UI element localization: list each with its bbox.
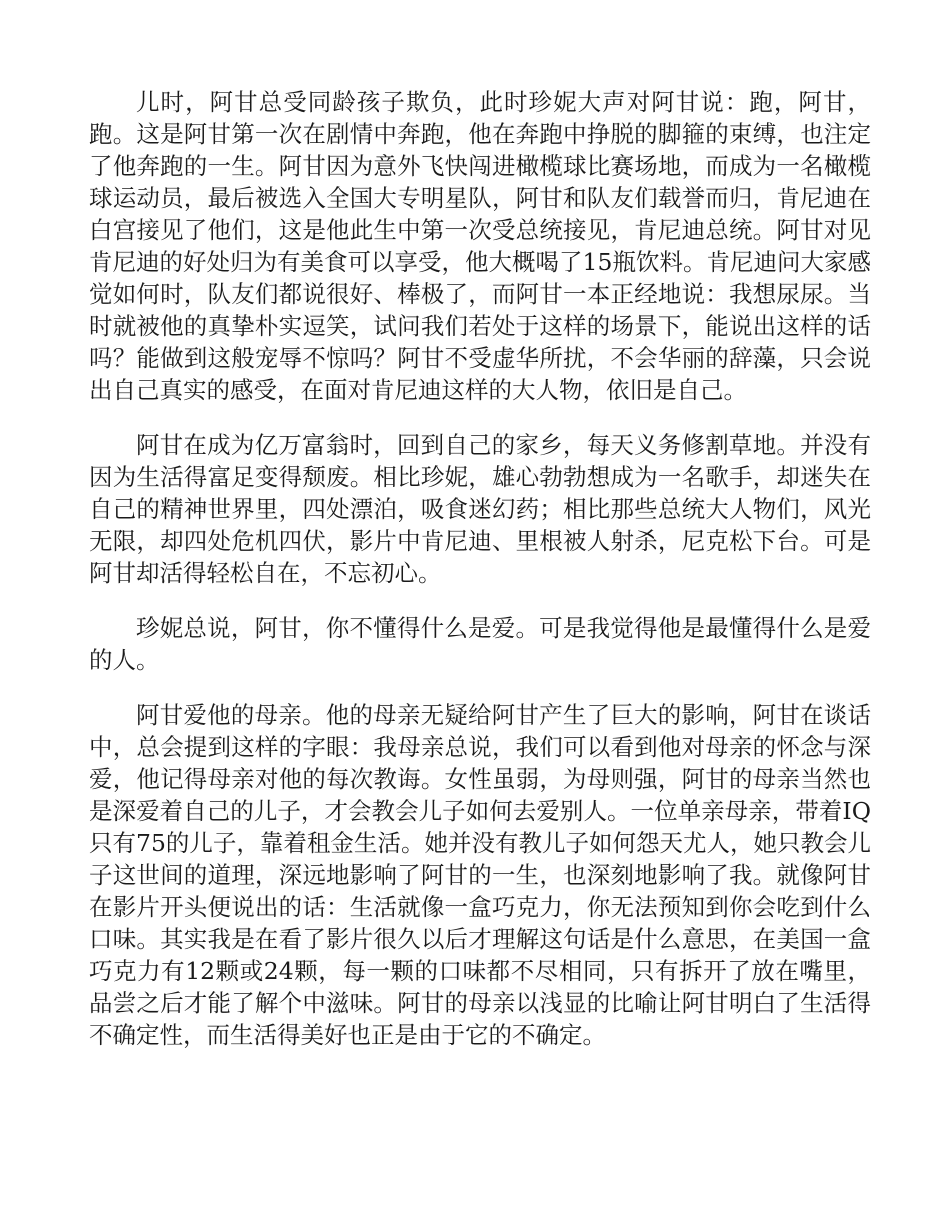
- paragraph-3: 珍妮总说，阿甘，你不懂得什么是爱。可是我觉得他是最懂得什么是爱的人。: [89, 614, 871, 674]
- paragraph-4: 阿甘爱他的母亲。他的母亲无疑给阿甘产生了巨大的影响，阿甘在谈话中，总会提到这样的字眼：我母亲总说，我们可以看到他对母亲的怀念与深爱，他记得母亲对他的每次教诲。女性虽弱，为母则强，阿甘的母亲当然也是深爱着自己的儿子，才会教会儿子如何去爱别人。一位单亲母亲，带着IQ只有75的儿子，靠着租金生活。她并没有教儿子如何怨天尤人，她只教会儿子这世间的道理，深远地影响了阿甘的一生，也深刻地影响了我。就像阿甘在影片开头便说出的话：生活就像一盒巧克力，你无法预知到你会吃到什么口味。其实我是在看了影片很久以后才理解这句话是什么意思，在美国一盒巧克力有12颗或24颗，每一颗的口味都不尽相同，只有拆开了放在嘴里，品尝之后才能了解个中滋味。阿甘的母亲以浅显的比喻让阿甘明白了生活得不确定性，而生活得美好也正是由于它的不确定。: [89, 701, 871, 1049]
- paragraph-1: 儿时，阿甘总受同龄孩子欺负，此时珍妮大声对阿甘说：跑，阿甘，跑。这是阿甘第一次在剧情中奔跑，他在奔跑中挣脱的脚箍的束缚，也注定了他奔跑的一生。阿甘因为意外飞快闯进橄榄球比赛场地，而成为一名橄榄球运动员，最后被选入全国大专明星队，阿甘和队友们载誉而归，肯尼迪在白宫接见了他们，这是他此生中第一次受总统接见，肯尼迪总统。阿甘对见肯尼迪的好处归为有美食可以享受，他大概喝了15瓶饮料。肯尼迪问大家感觉如何时，队友们都说很好、棒极了，而阿甘一本正经地说：我想尿尿。当时就被他的真挚朴实逗笑，试问我们若处于这样的场景下，能说出这样的话吗？能做到这般宠辱不惊吗？阿甘不受虚华所扰，不会华丽的辞藻，只会说出自己真实的感受，在面对肯尼迪这样的大人物，依旧是自己。: [89, 88, 871, 404]
- paragraph-2: 阿甘在成为亿万富翁时，回到自己的家乡，每天义务修割草地。并没有因为生活得富足变得颓废。相比珍妮，雄心勃勃想成为一名歌手，却迷失在自己的精神世界里，四处漂泊，吸食迷幻药；相比那些总统大人物们，风光无限，却四处危机四伏，影片中肯尼迪、里根被人射杀，尼克松下台。可是阿甘却活得轻松自在，不忘初心。: [89, 431, 871, 587]
- document-body: [89, 86, 871, 1051]
